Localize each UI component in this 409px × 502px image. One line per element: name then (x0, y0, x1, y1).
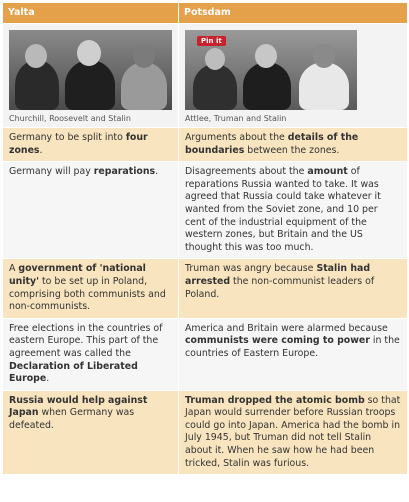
photo-row (3, 24, 408, 128)
potsdam-photo-caption: Attlee, Truman and Stalin (185, 114, 287, 123)
potsdam-header: Potsdam (179, 3, 408, 24)
yalta-cell (3, 128, 179, 162)
comparison-table (2, 2, 408, 475)
potsdam-cell (179, 259, 408, 318)
cell-text: Germany will pay (9, 166, 94, 178)
cell-text: the non-communist leaders of Poland. (185, 275, 375, 300)
bold-text: Truman dropped the atomic bomb (185, 394, 365, 406)
comparison-rows (3, 128, 408, 475)
comparison-row (3, 162, 408, 259)
cell-text: Disagreements about the (185, 166, 308, 178)
potsdam-cell (179, 128, 408, 162)
yalta-cell (3, 390, 179, 475)
yalta-photo (9, 30, 172, 110)
cell-text: . (155, 166, 159, 178)
bold-text: Declaration of Liberated Europe (9, 360, 138, 385)
yalta-cell (3, 259, 179, 318)
header-row (3, 3, 408, 24)
bold-text: communists were coming to power (185, 335, 370, 347)
cell-text: so that Japan would surrender before Russian troops could go into Japan. America had the bomb in July 1945, but Truman did not tell Stalin about it. When he saw how he had been tricked, Stalin was furious. (185, 394, 401, 469)
cell-text: to be set up in Poland, comprising both communists and non-communists. (9, 275, 166, 313)
yalta-header: Yalta (3, 3, 179, 24)
yalta-photo-caption: Churchill, Roosevelt and Stalin (9, 114, 131, 123)
yalta-cell (3, 162, 179, 259)
comparison-row (3, 318, 408, 390)
cell-text: Truman was angry because (185, 263, 317, 275)
cell-text: . (46, 373, 50, 385)
cell-text: America and Britain were alarmed because (185, 322, 388, 334)
cell-text: Free elections in the countries of eastern Europe. This part of the agreement was called the (9, 322, 163, 359)
potsdam-cell (179, 162, 408, 259)
bold-text: government of 'national unity' (9, 263, 146, 287)
cell-text: when Germany was defeated. (9, 407, 135, 431)
yalta-photo-cell (3, 24, 179, 128)
cell-text: Arguments about the (185, 132, 288, 143)
potsdam-cell (179, 318, 408, 390)
cell-text: of reparations Russia wanted to take. It was agreed that Russia could take whatever it wanted from the Soviet zone, and 10 per cent of the industrial equipment of the western zones, but Britain and the US thought this was too much. (185, 166, 381, 253)
cell-text: between the zones. (244, 144, 340, 156)
pin-it-button[interactable]: Pin it (197, 36, 226, 46)
cell-text: . (39, 144, 43, 156)
comparison-row (3, 128, 408, 162)
potsdam-cell (179, 390, 408, 475)
bold-text: reparations (93, 166, 156, 178)
potsdam-photo-cell (179, 24, 408, 128)
comparison-row (3, 390, 408, 475)
bold-text: Russia would help against Japan (9, 394, 148, 419)
yalta-cell (3, 318, 179, 390)
bold-text: Stalin had arrested (185, 263, 371, 287)
cell-text: in the countries of Eastern Europe. (185, 335, 400, 359)
cell-text: Germany to be split into (9, 132, 126, 143)
bold-text: four zones (9, 132, 148, 156)
potsdam-photo (185, 30, 357, 110)
comparison-row (3, 259, 408, 318)
bold-text: amount (307, 166, 348, 178)
cell-text: A (9, 263, 19, 275)
bold-text: details of the boundaries (185, 132, 359, 156)
